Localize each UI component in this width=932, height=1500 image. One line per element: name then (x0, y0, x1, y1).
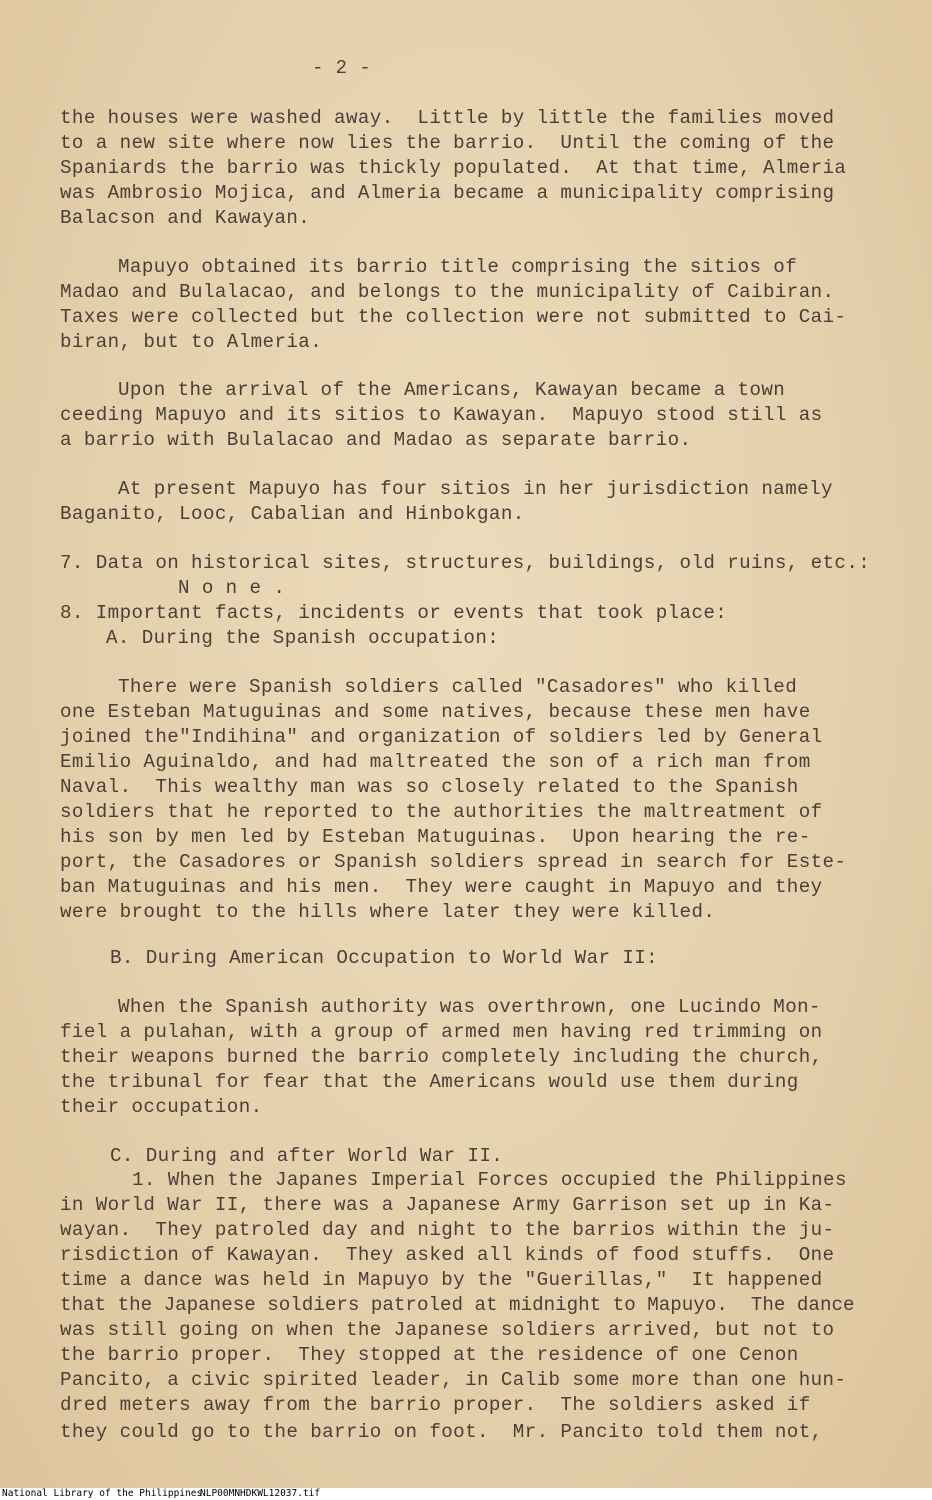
text-line: Mapuyo obtained its barrio title comprising the sitios of (118, 256, 798, 278)
text-line: port, the Casadores or Spanish soldiers spread in search for Este- (60, 851, 847, 873)
text-line: a barrio with Bulalacao and Madao as separate barrio. (60, 429, 692, 451)
text-line: Emilio Aguinaldo, and had maltreated the son of a rich man from (60, 751, 811, 773)
text-line: were brought to the hills where later they were killed. (60, 901, 716, 923)
text-line: ceeding Mapuyo and its sitios to Kawayan. Mapuyo stood still as (60, 404, 823, 426)
text-line: Naval. This wealthy man was so closely related to the Spanish (60, 776, 799, 798)
text-line: one Esteban Matuguinas and some natives, because these men have (60, 701, 811, 723)
text-line: fiel a pulahan, with a group of armed men having red trimming on (60, 1021, 823, 1043)
text-line: Pancito, a civic spirited leader, in Calib some more than one hun- (60, 1369, 847, 1391)
text-line: When the Spanish authority was overthrown, one Lucindo Mon- (118, 996, 821, 1018)
text-line: dred meters away from the barrio proper. The soldiers asked if (60, 1394, 811, 1416)
text-line: their occupation. (60, 1096, 263, 1118)
text-line: joined the"Indihina" and organization of soldiers led by General (60, 726, 823, 748)
text-line: risdiction of Kawayan. They asked all kinds of food stuffs. One (60, 1244, 835, 1266)
text-line: to a new site where now lies the barrio. Until the coming of the (60, 132, 835, 154)
text-line: wayan. They patroled day and night to the barrios within the ju- (60, 1219, 835, 1241)
subsection-heading: A. During the Spanish occupation: (106, 627, 500, 649)
text-line: soldiers that he reported to the authorities the maltreatment of (60, 801, 823, 823)
text-line: At present Mapuyo has four sitios in her jurisdiction namely (118, 478, 833, 500)
subsection-heading: C. During and after World War II. (110, 1145, 504, 1167)
text-line: ban Matuguinas and his men. They were caught in Mapuyo and they (60, 876, 823, 898)
text-line: that the Japanese soldiers patroled at midnight to Mapuyo. The dance (60, 1294, 855, 1316)
text-line: Madao and Bulalacao, and belongs to the municipality of Caibiran. (60, 281, 835, 303)
file-id-label: NLP00MNHDKWL12037.tif (200, 1488, 321, 1499)
text-line: Baganito, Looc, Cabalian and Hinbokgan. (60, 503, 525, 525)
text-line: was still going on when the Japanese soldiers arrived, but not to (60, 1319, 835, 1341)
text-line: Upon the arrival of the Americans, Kawayan became a town (118, 379, 786, 401)
text-line: the barrio proper. They stopped at the residence of one Cenon (60, 1344, 799, 1366)
section-heading: 7. Data on historical sites, structures, buildings, old ruins, etc.: (60, 552, 871, 574)
text-line: they could go to the barrio on foot. Mr. Pancito told them not, (60, 1421, 823, 1443)
text-line: 1. When the Japanes Imperial Forces occupied the Philippines (132, 1169, 847, 1191)
text-line: Balacson and Kawayan. (60, 207, 311, 229)
scan-footer (0, 1488, 932, 1500)
text-line: his son by men led by Esteban Matuguinas. Upon hearing the re- (60, 826, 811, 848)
page-number: - 2 - (312, 57, 372, 79)
text-line: Taxes were collected but the collection were not submitted to Cai- (60, 306, 847, 328)
text-line: N o n e . (178, 577, 286, 599)
text-line: was Ambrosio Mojica, and Almeria became a municipality comprising (60, 182, 835, 204)
text-line: their weapons burned the barrio completely including the church, (60, 1046, 823, 1068)
text-line: time a dance was held in Mapuyo by the "Guerillas," It happened (60, 1269, 823, 1291)
section-heading: 8. Important facts, incidents or events that took place: (60, 602, 728, 624)
text-line: in World War II, there was a Japanese Army Garrison set up in Ka- (60, 1194, 835, 1216)
text-line: Spaniards the barrio was thickly populated. At that time, Almeria (60, 157, 847, 179)
text-line: There were Spanish soldiers called "Casadores" who killed (118, 676, 798, 698)
subsection-heading: B. During American Occupation to World War II: (110, 947, 659, 969)
library-label: National Library of the Philippines (2, 1488, 203, 1499)
text-line: biran, but to Almeria. (60, 331, 323, 353)
text-line: the houses were washed away. Little by little the families moved (60, 107, 835, 129)
text-line: the tribunal for fear that the Americans would use them during (60, 1071, 799, 1093)
